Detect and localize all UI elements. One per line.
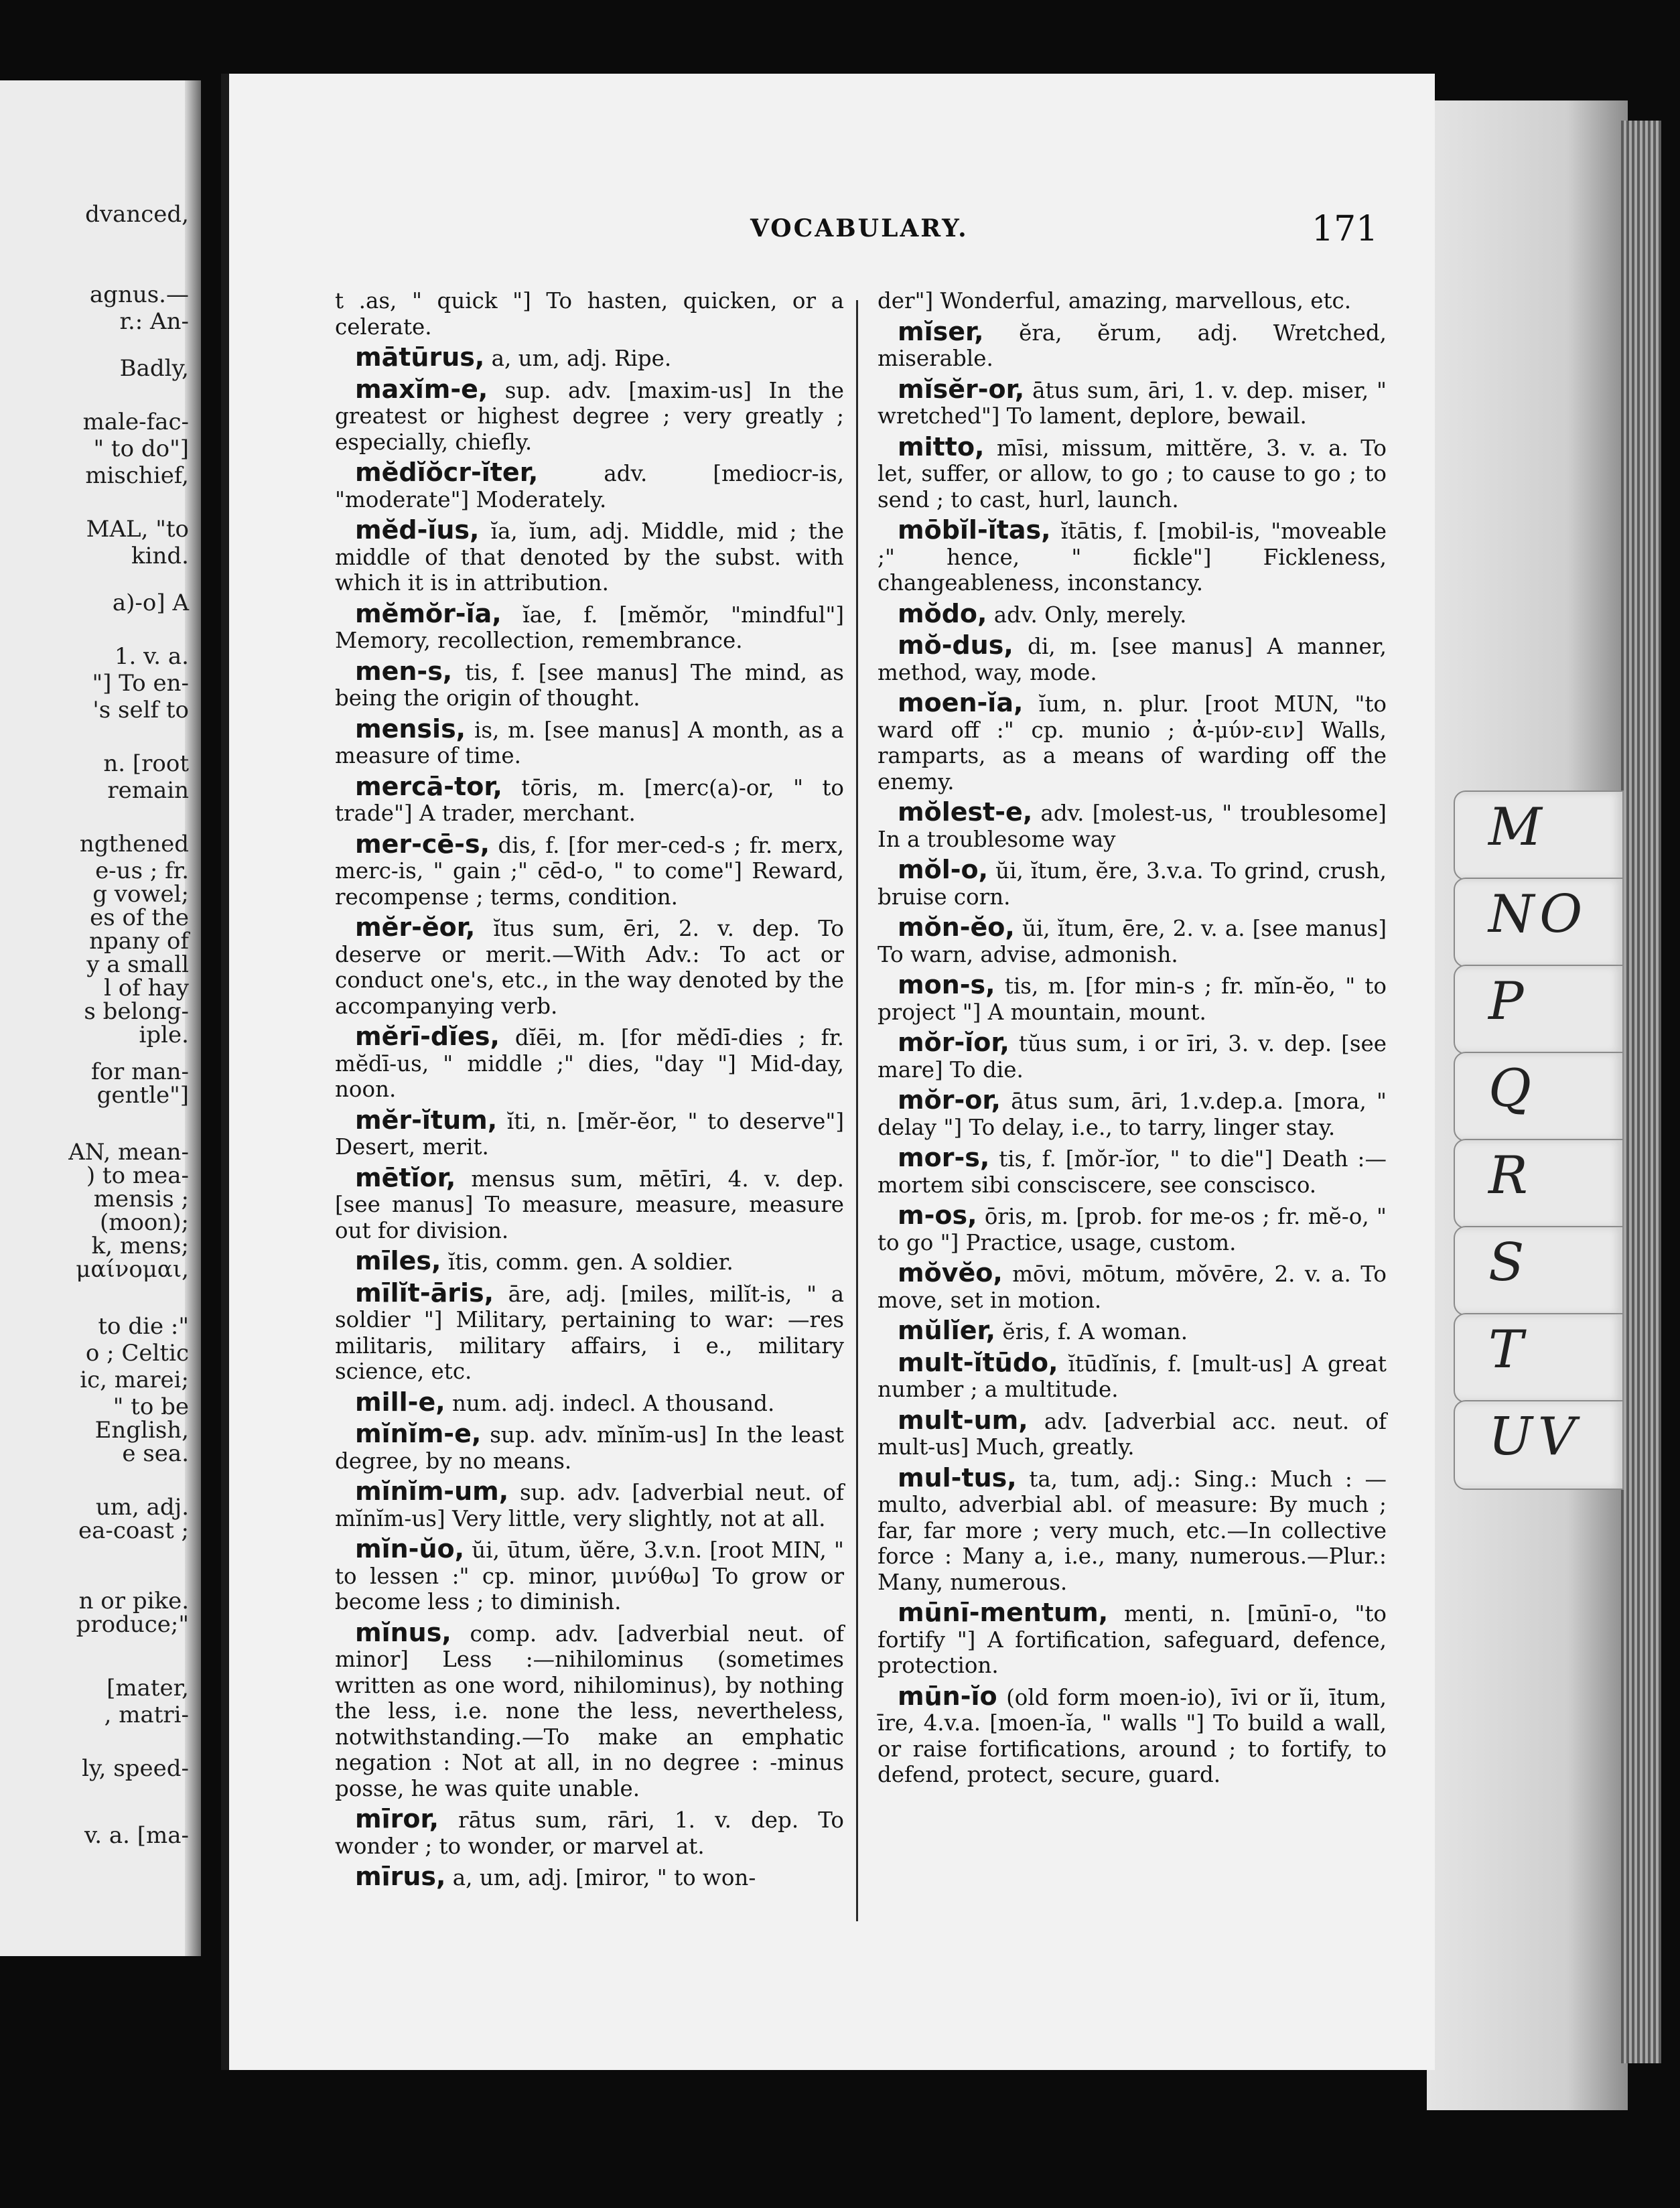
left-page-text-fragment: npany of (89, 928, 189, 955)
entry-headword: mīlĭt-āris, (355, 1278, 494, 1308)
entry-definition: sup. adv. [maxim-us] In the greatest or highest degree ; very greatly ; especially, chiefly. (335, 377, 844, 455)
dictionary-entry (878, 914, 1387, 967)
entry-headword: mŏ-dus, (898, 630, 1013, 660)
left-page-text-fragment: agnus.— (89, 281, 189, 308)
dictionary-entry (335, 1024, 844, 1103)
left-page-text-fragment: n. [root (103, 750, 189, 777)
page-header: VOCABULARY. (750, 214, 969, 243)
entry-definition: tis, f. [mŏr-ĭor, " to die"] Death :—mortem sibi consciscere, see conscisco. (878, 1146, 1387, 1198)
entry-headword: mĭn-ŭo, (355, 1534, 465, 1564)
right-column (878, 288, 1387, 1793)
entry-definition: dis, f. [for mer-ced-s ; fr. merx, merc-is, " gain ;" cēd-o, " to come"] Reward, recompense ; terms, condition. (335, 832, 844, 910)
entry-definition: āre, adj. [miles, milĭt-is, " a soldier "] Military, pertaining to war: —res militaris, military affairs, i e., military science, etc. (335, 1281, 844, 1384)
entry-definition: tis, f. [see manus] The mind, as being the origin of thought. (335, 659, 844, 711)
left-page-text-fragment: " to do"] (93, 435, 189, 462)
dictionary-entry (878, 316, 1387, 372)
entry-definition: comp. adv. [adverbial neut. of minor] Less :—nihilominus (sometimes written as one word, nihilominus), by nothing the less, i.e. none the less, nevertheless, notwithstanding.—To make an emphatic negation : Not at all, in no degree : -minus posse, he was quite unable. (335, 1620, 844, 1801)
entry-definition: ĭa, ĭum, adj. Middle, mid ; the middle of that denoted by the subst. with which it is in attribution. (335, 519, 844, 596)
entry-definition: adv. Only, merely. (987, 602, 1187, 628)
left-page-text-fragment: [mater, (107, 1675, 189, 1702)
entry-definition: ĭtus sum, ēri, 2. v. dep. To deserve or merit.—With Adv.: To act or conduct one's, etc., in the way denoted by the accompanying verb. (335, 916, 844, 1019)
thumb-index-tab-p[interactable] (1454, 965, 1624, 1054)
left-page-text-fragment: μαίνομαι, (76, 1256, 189, 1283)
entry-definition: ātus sum, āri, 1. v. dep. miser, " wretched"] To lament, deplore, bewail. (878, 377, 1387, 429)
entry-definition: a, um, adj. [miror, " to won- (445, 1865, 756, 1890)
entry-headword: mātūrus, (355, 342, 485, 372)
left-page-text-fragment: g vowel; (92, 881, 189, 908)
entry-headword: mult-um, (898, 1405, 1028, 1435)
thumb-index-tab-r[interactable] (1454, 1139, 1624, 1229)
thumb-index-letter: UV (1488, 1407, 1582, 1467)
left-page-text-fragment: a)-o] A (112, 590, 189, 616)
left-page-text-fragment: um, adj. (95, 1494, 189, 1521)
left-page-text-fragment: ) to mea- (86, 1162, 189, 1189)
dictionary-entry (335, 344, 844, 372)
left-page-text-fragment: ly, speed- (82, 1755, 189, 1782)
dictionary-entry (335, 831, 844, 910)
entry-headword: mer-cē-s, (355, 829, 490, 859)
entry-headword: mensis, (355, 713, 466, 744)
left-page-text-fragment: remain (107, 777, 189, 804)
left-page-fragment (0, 80, 201, 1956)
thumb-index-letter: Q (1488, 1058, 1537, 1119)
left-page-text-fragment: r.: An- (119, 308, 189, 335)
entry-headword: mul-tus, (898, 1462, 1017, 1493)
dictionary-entry (878, 1600, 1387, 1679)
entry-headword: mĕrī-dĭes, (355, 1022, 500, 1051)
entry-headword: mĭnĭm-um, (355, 1476, 509, 1506)
left-page-text-fragment: dvanced, (85, 201, 189, 228)
thumb-index-tab-m[interactable] (1454, 790, 1624, 880)
dictionary-entry (878, 517, 1387, 596)
dictionary-entry (878, 1202, 1387, 1255)
left-page-text-fragment: e-us ; fr. (95, 857, 189, 884)
entry-headword: mŏl-o, (898, 855, 989, 884)
entry-headword: men-s, (355, 656, 453, 686)
entry-headword: mĭsĕr-or, (898, 374, 1025, 404)
dictionary-entry (335, 1280, 844, 1385)
left-page-text-fragment: l of hay (104, 975, 189, 1002)
thumb-index-letter: S (1488, 1233, 1530, 1293)
dictionary-entry (335, 914, 844, 1019)
page-number: 171 (1312, 209, 1379, 249)
entry-definition: ōris, m. [prob. for me-os ; fr. mĕ-o, " to go "] Practice, usage, custom. (878, 1204, 1387, 1255)
dictionary-entry (878, 1318, 1387, 1345)
dictionary-entry (878, 1462, 1387, 1596)
left-page-text-fragment: k, mens; (91, 1233, 189, 1259)
dictionary-entry (335, 1389, 844, 1417)
left-page-text-fragment: ic, marei; (80, 1367, 189, 1393)
column-divider (856, 300, 858, 1921)
thumb-index-letter: M (1488, 797, 1547, 857)
left-page-text-fragment: English, (94, 1417, 189, 1444)
entry-headword: mĕr-ĕor, (355, 912, 476, 942)
left-page-text-fragment: o ; Celtic (85, 1340, 189, 1367)
entry-definition: adv. [mediocr-is, "moderate"] Moderately. (335, 461, 844, 512)
dictionary-entry (878, 799, 1387, 852)
left-page-text-fragment: , matri- (104, 1702, 189, 1728)
dictionary-entry (335, 1806, 844, 1859)
entry-headword: moen-ĭa, (898, 688, 1024, 717)
entry-headword: maxĭm-e, (355, 374, 488, 404)
thumb-index-letter: P (1488, 971, 1529, 1032)
entry-definition: a, um, adj. Ripe. (484, 346, 672, 371)
dictionary-entry (878, 1407, 1387, 1460)
dictionary-entry (878, 972, 1387, 1025)
entry-definition: di, m. [see manus] A manner, method, way, mode. (878, 634, 1387, 685)
left-page-text-fragment: gentle"] (96, 1082, 189, 1109)
left-page-text-fragment: iple. (139, 1022, 189, 1048)
entry-definition: adv. [adverbial acc. neut. of mult-us] Much, greatly. (878, 1408, 1387, 1460)
left-page-text-fragment: AN, mean- (68, 1139, 189, 1166)
left-page-text-fragment: (moon); (99, 1209, 189, 1236)
left-page-text-fragment: " to be (113, 1393, 189, 1420)
entry-headword: mŏr-ĭor, (898, 1028, 1009, 1057)
dictionary-entry (335, 713, 844, 769)
dictionary-entry (335, 1162, 844, 1244)
left-page-text-fragment: to die :" (98, 1313, 189, 1340)
thumb-index-letter: NO (1488, 884, 1588, 945)
entry-headword: mercā-tor, (355, 771, 502, 801)
entry-definition: ātus sum, āri, 1.v.dep.a. [mora, " delay "] To delay, i.e., to tarry, linger stay. (878, 1089, 1387, 1140)
entry-definition: der"] Wonderful, amazing, marvellous, etc. (878, 288, 1352, 314)
entry-definition: rātus sum, rāri, 1. v. dep. To wonder ; to wonder, or marvel at. (335, 1807, 844, 1859)
entry-headword: mĕd-ĭus, (355, 515, 480, 545)
fore-edge (1621, 121, 1661, 2063)
left-page-text-fragment: produce;" (76, 1611, 189, 1638)
entry-headword: mor-s, (898, 1143, 990, 1172)
entry-definition: num. adj. indecl. A thousand. (445, 1390, 775, 1416)
left-page-text-fragment: 1. v. a. (114, 643, 189, 670)
dictionary-entry (878, 376, 1387, 429)
left-page-text-fragment: mischief, (85, 462, 189, 489)
thumb-index-letter: R (1488, 1146, 1533, 1206)
entry-definition: ĕris, f. A woman. (995, 1319, 1188, 1344)
thumb-index-tab-t[interactable] (1454, 1313, 1624, 1403)
entry-headword: mīrus, (355, 1862, 446, 1891)
left-page-text-fragment: 's self to (92, 697, 189, 723)
entry-headword: mīles, (355, 1246, 441, 1275)
entry-headword: mŏn-ĕo, (898, 912, 1015, 942)
left-page-text-fragment: MAL, "to (86, 516, 189, 543)
dictionary-entry (335, 771, 844, 827)
thumb-index-tab-q[interactable] (1454, 1052, 1624, 1142)
left-page-text-fragment: e sea. (122, 1440, 189, 1467)
left-page-text-fragment: n or pike. (78, 1588, 189, 1614)
entry-definition: ĭtātis, f. [mobil-is, "moveable ;" hence, " fickle"] Fickleness, changeableness, inconstancy. (878, 519, 1387, 596)
entry-definition: adv. [molest-us, " troublesome] In a troublesome way (878, 801, 1387, 852)
entry-definition: ĭum, n. plur. [root MUN, "to ward off :" cp. munio ; ἀ-μύν-ειν] Walls, ramparts, as a means of warding off the enemy. (878, 691, 1387, 795)
entry-definition: ŭi, ĭtum, ĕre, 3.v.a. To grind, crush, bruise corn. (878, 858, 1387, 910)
left-page-text-fragment: "] To en- (92, 670, 189, 697)
entry-headword: mŏvĕo, (898, 1258, 1003, 1288)
thumb-index-tab-s[interactable] (1454, 1226, 1624, 1316)
dictionary-entry (335, 598, 844, 654)
entry-headword: mill-e, (355, 1387, 445, 1417)
thumb-index-tab-no[interactable] (1454, 878, 1624, 967)
dictionary-entry (335, 1107, 844, 1160)
entry-headword: mŏlest-e, (898, 797, 1033, 827)
entry-definition: ĭtūdĭnis, f. [mult-us] A great number ; a multitude. (878, 1351, 1387, 1402)
dictionary-entry (335, 1617, 844, 1802)
entry-definition: t .as, " quick "] To hasten, quicken, or a celerate. (335, 288, 844, 340)
left-page-text-fragment: male-fac- (82, 409, 189, 435)
entry-definition: (old form moen-io), īvi or ĭi, ītum, īre, 4.v.a. [moen-ĭa, " walls "] To build a wall, or raise fortifications, around ; to fortify, to defend, protect, secure, guard. (878, 1684, 1387, 1787)
entry-headword: mŏdo, (898, 598, 987, 628)
entry-definition: tŭus sum, i or īri, 3. v. dep. [see mare] To die. (878, 1031, 1387, 1083)
entry-headword: mĭnĭm-e, (355, 1419, 482, 1448)
dictionary-entry (878, 1030, 1387, 1083)
entry-definition: ŭi, ūtum, ŭĕre, 3.v.n. [root MIN, " to lessen :" cp. minor, μινύθω] To grow or become less ; to diminish. (335, 1537, 844, 1614)
dictionary-entry (335, 1421, 844, 1474)
entry-headword: mētĭor, (355, 1162, 456, 1192)
dictionary-entry (335, 1536, 844, 1615)
dictionary-entry (335, 517, 844, 596)
left-page-text-fragment: ea-coast ; (78, 1517, 189, 1544)
dictionary-entry (335, 1864, 844, 1891)
dictionary-entry (878, 431, 1387, 513)
left-page-text-fragment: es of the (90, 904, 189, 931)
entry-definition: ĕra, ĕrum, adj. Wretched, miserable. (878, 320, 1387, 371)
thumb-index-tab-uv[interactable] (1454, 1400, 1624, 1490)
dictionary-entry (878, 1260, 1387, 1313)
entry-definition: ŭi, ĭtum, ēre, 2. v. a. [see manus] To warn, advise, admonish. (878, 916, 1387, 967)
entry-definition: tis, m. [for min-s ; fr. mĭn-ĕo, " to project "] A mountain, mount. (878, 973, 1387, 1025)
entry-definition: ĭti, n. [mĕr-ĕor, " to deserve"] Desert, merit. (335, 1108, 844, 1160)
entry-headword: m-os, (898, 1200, 977, 1230)
left-page-text-fragment: v. a. [ma- (84, 1822, 189, 1849)
dictionary-entry (335, 376, 844, 456)
dictionary-entry (878, 857, 1387, 910)
entry-definition: sup. adv. [adverbial neut. of mĭnĭm-us] Very little, very slightly, not at all. (335, 1480, 844, 1531)
left-page-text-fragment: Badly, (119, 355, 189, 382)
dictionary-entry (878, 1683, 1387, 1788)
entry-headword: mīror, (355, 1804, 439, 1834)
thumb-index-letter: T (1488, 1320, 1529, 1380)
dictionary-entry (335, 1478, 844, 1531)
entry-headword: mĭser, (898, 316, 984, 346)
entry-headword: mōbĭl-ĭtas, (898, 515, 1051, 545)
dictionary-entry (335, 1248, 844, 1275)
entry-headword: mĕdĭŏcr-ĭter, (355, 458, 539, 487)
dictionary-entry (878, 1087, 1387, 1140)
dictionary-entry (878, 632, 1387, 685)
entry-definition: mōvi, mōtum, mŏvēre, 2. v. a. To move, set in motion. (878, 1261, 1387, 1313)
entry-headword: mĭnus, (355, 1617, 451, 1647)
entry-definition: dĭēi, m. [for mĕdī-dies ; fr. mĕdī-us, " middle ;" dies, "day "] Mid-day, noon. (335, 1025, 844, 1102)
dictionary-entry (878, 288, 1387, 314)
dictionary-entry (878, 1347, 1387, 1403)
entry-headword: mŏr-or, (898, 1085, 1001, 1115)
entry-headword: mĕr-ĭtum, (355, 1105, 498, 1135)
left-page-text-fragment: s belong- (84, 998, 189, 1025)
left-page-text-fragment: ngthened (79, 831, 189, 857)
entry-definition: is, m. [see manus] A month, as a measure of time. (335, 717, 844, 768)
entry-definition: ĭae, f. [mĕmŏr, "mindful"] Memory, recollection, remembrance. (335, 602, 844, 653)
entry-definition: ta, tum, adj.: Sing.: Much : —multo, adverbial abl. of measure: By much ; far, far more ; very much, etc.—In collective force : Many a, i.e., many, numerous.—Plur.: Many, numerous. (878, 1466, 1387, 1595)
entry-definition: ĭtis, comm. gen. A soldier. (441, 1249, 733, 1275)
entry-definition: tōris, m. [merc(a)-or, " to trade"] A trader, merchant. (335, 774, 844, 826)
left-page-text-fragment: for man- (90, 1058, 189, 1085)
entry-definition: mensus sum, mētīri, 4. v. dep. [see manus] To measure, measure, measure out for division. (335, 1166, 844, 1243)
dictionary-entry (878, 690, 1387, 795)
entry-headword: mūnī-mentum, (898, 1598, 1109, 1627)
dictionary-entry (878, 598, 1387, 628)
dictionary-entry (878, 1145, 1387, 1198)
left-page-text-fragment: y a small (86, 951, 189, 978)
entry-headword: mūn-ĭo (898, 1681, 997, 1711)
dictionary-entry (335, 460, 844, 512)
dictionary-entry (335, 288, 844, 340)
entry-headword: mon-s, (898, 970, 995, 999)
entry-definition: sup. adv. mĭnĭm-us] In the least degree, by no means. (335, 1422, 844, 1474)
left-column (335, 288, 844, 1896)
left-page-text-fragment: kind. (131, 543, 189, 569)
entry-headword: mŭlĭer, (898, 1316, 996, 1345)
entry-definition: mīsi, missum, mittĕre, 3. v. a. To let, suffer, or allow, to go ; to cause to go ; to send ; to cast, hurl, launch. (878, 435, 1387, 512)
entry-headword: mitto, (898, 431, 985, 462)
entry-headword: mĕmŏr-ĭa, (355, 598, 502, 628)
entry-headword: mult-ĭtūdo, (898, 1347, 1058, 1377)
dictionary-entry (335, 656, 844, 711)
entry-definition: menti, n. [mūnī-o, "to fortify "] A fortification, safeguard, defence, protection. (878, 1601, 1387, 1678)
left-page-text-fragment: mensis ; (93, 1186, 189, 1213)
